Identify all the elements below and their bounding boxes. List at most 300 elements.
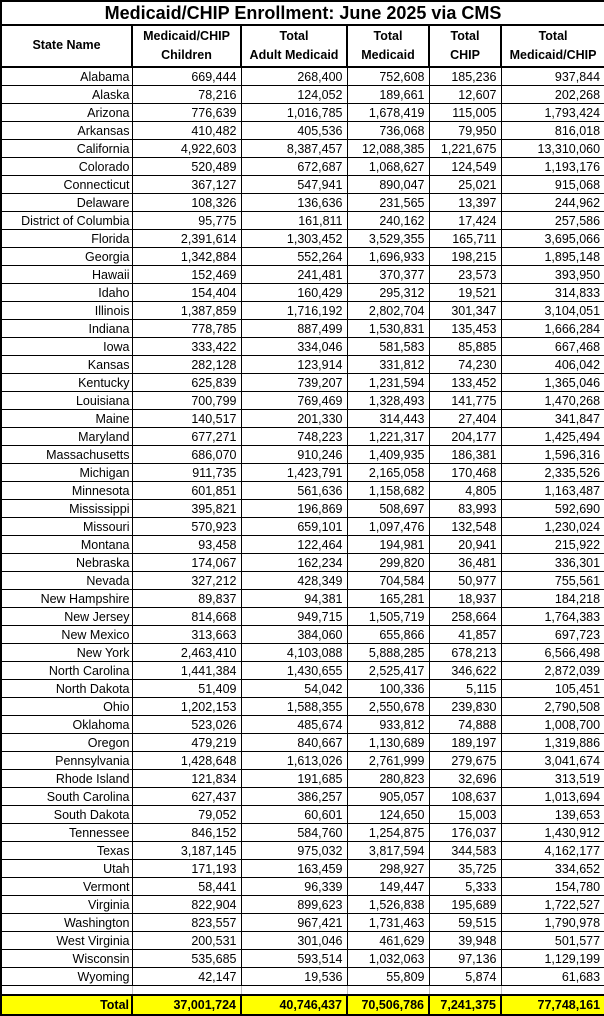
state-name-cell: North Carolina — [1, 662, 132, 680]
value-cell: 23,573 — [429, 266, 501, 284]
value-cell: 194,981 — [347, 536, 429, 554]
value-cell: 1,097,476 — [347, 518, 429, 536]
value-cell: 697,723 — [501, 626, 604, 644]
spacer-row — [1, 986, 604, 996]
spacer-cell — [347, 986, 429, 996]
value-cell: 686,070 — [132, 446, 241, 464]
value-cell: 121,834 — [132, 770, 241, 788]
state-row — [1, 806, 604, 824]
value-cell: 124,549 — [429, 158, 501, 176]
spacer-cell — [241, 986, 347, 996]
value-cell: 1,428,648 — [132, 752, 241, 770]
state-row — [1, 122, 604, 140]
value-cell: 1,365,046 — [501, 374, 604, 392]
value-cell: 195,689 — [429, 896, 501, 914]
value-cell: 1,425,494 — [501, 428, 604, 446]
value-cell: 1,441,384 — [132, 662, 241, 680]
spacer-cell — [501, 986, 604, 996]
state-row — [1, 500, 604, 518]
value-cell: 36,481 — [429, 554, 501, 572]
value-cell: 570,923 — [132, 518, 241, 536]
value-cell: 1,790,978 — [501, 914, 604, 932]
value-cell: 13,397 — [429, 194, 501, 212]
state-name-cell: Louisiana — [1, 392, 132, 410]
value-cell: 257,586 — [501, 212, 604, 230]
value-cell: 2,165,058 — [347, 464, 429, 482]
value-cell: 78,216 — [132, 86, 241, 104]
value-cell: 3,817,594 — [347, 842, 429, 860]
state-row — [1, 338, 604, 356]
value-cell: 295,312 — [347, 284, 429, 302]
value-cell: 344,583 — [429, 842, 501, 860]
state-name-cell: New York — [1, 644, 132, 662]
value-cell: 1,231,594 — [347, 374, 429, 392]
value-cell: 51,409 — [132, 680, 241, 698]
value-cell: 3,695,066 — [501, 230, 604, 248]
state-name-cell: Virginia — [1, 896, 132, 914]
value-cell: 776,639 — [132, 104, 241, 122]
value-cell: 79,052 — [132, 806, 241, 824]
value-cell: 2,872,039 — [501, 662, 604, 680]
state-name-cell: South Dakota — [1, 806, 132, 824]
value-cell: 12,088,385 — [347, 140, 429, 158]
state-name-cell: West Virginia — [1, 932, 132, 950]
state-row — [1, 140, 604, 158]
value-cell: 1,678,419 — [347, 104, 429, 122]
total-value-cell: 7,241,375 — [429, 995, 501, 1015]
value-cell: 655,866 — [347, 626, 429, 644]
value-cell: 1,129,199 — [501, 950, 604, 968]
value-cell: 659,101 — [241, 518, 347, 536]
value-cell: 189,661 — [347, 86, 429, 104]
state-row — [1, 698, 604, 716]
state-name-cell: California — [1, 140, 132, 158]
value-cell: 74,230 — [429, 356, 501, 374]
state-name-cell: Washington — [1, 914, 132, 932]
state-name-cell: Wyoming — [1, 968, 132, 986]
value-cell: 165,281 — [347, 590, 429, 608]
value-cell: 139,653 — [501, 806, 604, 824]
spacer-cell — [429, 986, 501, 996]
value-cell: 677,271 — [132, 428, 241, 446]
value-cell: 160,429 — [241, 284, 347, 302]
state-name-cell: Missouri — [1, 518, 132, 536]
value-cell: 334,652 — [501, 860, 604, 878]
value-cell: 96,339 — [241, 878, 347, 896]
value-cell: 1,716,192 — [241, 302, 347, 320]
value-cell: 393,950 — [501, 266, 604, 284]
state-name-cell: Wisconsin — [1, 950, 132, 968]
state-name-cell: Vermont — [1, 878, 132, 896]
state-row — [1, 626, 604, 644]
value-cell: 152,469 — [132, 266, 241, 284]
value-cell: 124,650 — [347, 806, 429, 824]
value-cell: 1,008,700 — [501, 716, 604, 734]
state-row — [1, 752, 604, 770]
value-cell: 1,409,935 — [347, 446, 429, 464]
value-cell: 911,735 — [132, 464, 241, 482]
state-name-cell: New Mexico — [1, 626, 132, 644]
state-row — [1, 104, 604, 122]
value-cell: 299,820 — [347, 554, 429, 572]
value-cell: 60,601 — [241, 806, 347, 824]
state-row — [1, 67, 604, 86]
value-cell: 1,430,912 — [501, 824, 604, 842]
value-cell: 154,404 — [132, 284, 241, 302]
value-cell: 937,844 — [501, 67, 604, 86]
value-cell: 584,760 — [241, 824, 347, 842]
value-cell: 501,577 — [501, 932, 604, 950]
value-cell: 50,977 — [429, 572, 501, 590]
value-cell: 336,301 — [501, 554, 604, 572]
value-cell: 198,215 — [429, 248, 501, 266]
value-cell: 520,489 — [132, 158, 241, 176]
value-cell: 85,885 — [429, 338, 501, 356]
value-cell: 1,430,655 — [241, 662, 347, 680]
value-cell: 4,805 — [429, 482, 501, 500]
value-cell: 910,246 — [241, 446, 347, 464]
value-cell: 331,812 — [347, 356, 429, 374]
value-cell: 405,536 — [241, 122, 347, 140]
state-name-cell: Nevada — [1, 572, 132, 590]
value-cell: 27,404 — [429, 410, 501, 428]
value-cell: 1,068,627 — [347, 158, 429, 176]
value-cell: 1,342,884 — [132, 248, 241, 266]
state-name-cell: Minnesota — [1, 482, 132, 500]
value-cell: 561,636 — [241, 482, 347, 500]
state-row — [1, 608, 604, 626]
value-cell: 3,104,051 — [501, 302, 604, 320]
state-row — [1, 770, 604, 788]
state-row — [1, 536, 604, 554]
state-name-cell: New Hampshire — [1, 590, 132, 608]
value-cell: 12,607 — [429, 86, 501, 104]
value-cell: 93,458 — [132, 536, 241, 554]
value-cell: 4,162,177 — [501, 842, 604, 860]
value-cell: 163,459 — [241, 860, 347, 878]
value-cell: 241,481 — [241, 266, 347, 284]
value-cell: 39,948 — [429, 932, 501, 950]
value-cell: 171,193 — [132, 860, 241, 878]
column-header-children: Medicaid/CHIP Children — [132, 25, 241, 67]
state-row — [1, 428, 604, 446]
value-cell: 2,391,614 — [132, 230, 241, 248]
value-cell: 890,047 — [347, 176, 429, 194]
value-cell: 547,941 — [241, 176, 347, 194]
value-cell: 949,715 — [241, 608, 347, 626]
value-cell: 196,869 — [241, 500, 347, 518]
value-cell: 133,452 — [429, 374, 501, 392]
state-name-cell: Kansas — [1, 356, 132, 374]
state-name-cell: Hawaii — [1, 266, 132, 284]
state-row — [1, 374, 604, 392]
value-cell: 1,423,791 — [241, 464, 347, 482]
value-cell: 627,437 — [132, 788, 241, 806]
value-cell: 1,793,424 — [501, 104, 604, 122]
value-cell: 1,470,268 — [501, 392, 604, 410]
state-name-cell: Iowa — [1, 338, 132, 356]
value-cell: 2,335,526 — [501, 464, 604, 482]
value-cell: 5,888,285 — [347, 644, 429, 662]
value-cell: 108,326 — [132, 194, 241, 212]
value-cell: 1,254,875 — [347, 824, 429, 842]
value-cell: 280,823 — [347, 770, 429, 788]
value-cell: 814,668 — [132, 608, 241, 626]
value-cell: 592,690 — [501, 500, 604, 518]
state-name-cell: Rhode Island — [1, 770, 132, 788]
value-cell: 1,202,153 — [132, 698, 241, 716]
title-row — [1, 1, 604, 25]
state-row — [1, 356, 604, 374]
column-header-combined: Total Medicaid/CHIP — [501, 25, 604, 67]
state-name-cell: Mississippi — [1, 500, 132, 518]
column-header-chip: Total CHIP — [429, 25, 501, 67]
value-cell: 678,213 — [429, 644, 501, 662]
state-row — [1, 212, 604, 230]
total-value-cell: 37,001,724 — [132, 995, 241, 1015]
value-cell: 58,441 — [132, 878, 241, 896]
state-row — [1, 842, 604, 860]
value-cell: 334,046 — [241, 338, 347, 356]
value-cell: 154,780 — [501, 878, 604, 896]
value-cell: 32,696 — [429, 770, 501, 788]
value-cell: 135,453 — [429, 320, 501, 338]
value-cell: 4,922,603 — [132, 140, 241, 158]
header-row — [1, 25, 604, 67]
state-row — [1, 734, 604, 752]
value-cell: 769,469 — [241, 392, 347, 410]
value-cell: 3,041,674 — [501, 752, 604, 770]
value-cell: 268,400 — [241, 67, 347, 86]
value-cell: 161,811 — [241, 212, 347, 230]
value-cell: 395,821 — [132, 500, 241, 518]
value-cell: 162,234 — [241, 554, 347, 572]
value-cell: 141,775 — [429, 392, 501, 410]
value-cell: 1,764,383 — [501, 608, 604, 626]
page-title: Medicaid/CHIP Enrollment: June 2025 via CMS — [1, 1, 604, 25]
total-value-cell: 40,746,437 — [241, 995, 347, 1015]
value-cell: 667,468 — [501, 338, 604, 356]
value-cell: 1,588,355 — [241, 698, 347, 716]
value-cell: 479,219 — [132, 734, 241, 752]
value-cell: 314,833 — [501, 284, 604, 302]
value-cell: 386,257 — [241, 788, 347, 806]
value-cell: 1,303,452 — [241, 230, 347, 248]
value-cell: 905,057 — [347, 788, 429, 806]
state-row — [1, 158, 604, 176]
state-name-cell: Illinois — [1, 302, 132, 320]
spacer-cell — [132, 986, 241, 996]
column-header-medicaid: Total Medicaid — [347, 25, 429, 67]
value-cell: 191,685 — [241, 770, 347, 788]
value-cell: 6,566,498 — [501, 644, 604, 662]
value-cell: 2,525,417 — [347, 662, 429, 680]
state-row — [1, 878, 604, 896]
value-cell: 204,177 — [429, 428, 501, 446]
state-name-cell: Idaho — [1, 284, 132, 302]
value-cell: 100,336 — [347, 680, 429, 698]
value-cell: 1,193,176 — [501, 158, 604, 176]
column-header-state: State Name — [1, 25, 132, 67]
value-cell: 367,127 — [132, 176, 241, 194]
value-cell: 601,851 — [132, 482, 241, 500]
value-cell: 301,347 — [429, 302, 501, 320]
value-cell: 313,663 — [132, 626, 241, 644]
value-cell: 122,464 — [241, 536, 347, 554]
state-row — [1, 392, 604, 410]
value-cell: 79,950 — [429, 122, 501, 140]
value-cell: 132,548 — [429, 518, 501, 536]
state-name-cell: Maine — [1, 410, 132, 428]
value-cell: 816,018 — [501, 122, 604, 140]
state-row — [1, 680, 604, 698]
state-name-cell: Connecticut — [1, 176, 132, 194]
state-row — [1, 248, 604, 266]
state-name-cell: Massachusetts — [1, 446, 132, 464]
state-name-cell: Colorado — [1, 158, 132, 176]
value-cell: 823,557 — [132, 914, 241, 932]
value-cell: 752,608 — [347, 67, 429, 86]
value-cell: 846,152 — [132, 824, 241, 842]
value-cell: 165,711 — [429, 230, 501, 248]
state-row — [1, 446, 604, 464]
state-row — [1, 950, 604, 968]
state-name-cell: Alabama — [1, 67, 132, 86]
value-cell: 136,636 — [241, 194, 347, 212]
state-name-cell: Oklahoma — [1, 716, 132, 734]
value-cell: 1,895,148 — [501, 248, 604, 266]
value-cell: 185,236 — [429, 67, 501, 86]
value-cell: 1,731,463 — [347, 914, 429, 932]
value-cell: 736,068 — [347, 122, 429, 140]
value-cell: 1,319,886 — [501, 734, 604, 752]
state-row — [1, 194, 604, 212]
value-cell: 1,013,694 — [501, 788, 604, 806]
value-cell: 840,667 — [241, 734, 347, 752]
value-cell: 1,130,689 — [347, 734, 429, 752]
state-row — [1, 266, 604, 284]
value-cell: 1,016,785 — [241, 104, 347, 122]
value-cell: 346,622 — [429, 662, 501, 680]
value-cell: 244,962 — [501, 194, 604, 212]
state-row — [1, 554, 604, 572]
value-cell: 975,032 — [241, 842, 347, 860]
value-cell: 239,830 — [429, 698, 501, 716]
value-cell: 301,046 — [241, 932, 347, 950]
value-cell: 552,264 — [241, 248, 347, 266]
state-name-cell: Montana — [1, 536, 132, 554]
value-cell: 3,529,355 — [347, 230, 429, 248]
state-row — [1, 644, 604, 662]
value-cell: 887,499 — [241, 320, 347, 338]
state-name-cell: Tennessee — [1, 824, 132, 842]
value-cell: 8,387,457 — [241, 140, 347, 158]
value-cell: 149,447 — [347, 878, 429, 896]
value-cell: 186,381 — [429, 446, 501, 464]
state-name-cell: Kentucky — [1, 374, 132, 392]
state-name-cell: Indiana — [1, 320, 132, 338]
state-name-cell: Arizona — [1, 104, 132, 122]
value-cell: 341,847 — [501, 410, 604, 428]
value-cell: 25,021 — [429, 176, 501, 194]
state-row — [1, 464, 604, 482]
value-cell: 933,812 — [347, 716, 429, 734]
value-cell: 508,697 — [347, 500, 429, 518]
value-cell: 1,505,719 — [347, 608, 429, 626]
state-name-cell: Pennsylvania — [1, 752, 132, 770]
state-row — [1, 302, 604, 320]
value-cell: 140,517 — [132, 410, 241, 428]
value-cell: 176,037 — [429, 824, 501, 842]
state-row — [1, 410, 604, 428]
value-cell: 410,482 — [132, 122, 241, 140]
value-cell: 42,147 — [132, 968, 241, 986]
value-cell: 35,725 — [429, 860, 501, 878]
value-cell: 1,596,316 — [501, 446, 604, 464]
state-name-cell: Nebraska — [1, 554, 132, 572]
value-cell: 2,463,410 — [132, 644, 241, 662]
value-cell: 184,218 — [501, 590, 604, 608]
value-cell: 55,809 — [347, 968, 429, 986]
value-cell: 61,683 — [501, 968, 604, 986]
state-name-cell: South Carolina — [1, 788, 132, 806]
value-cell: 189,197 — [429, 734, 501, 752]
state-row — [1, 716, 604, 734]
state-row — [1, 968, 604, 986]
state-row — [1, 572, 604, 590]
value-cell: 123,914 — [241, 356, 347, 374]
value-cell: 5,333 — [429, 878, 501, 896]
value-cell: 1,158,682 — [347, 482, 429, 500]
value-cell: 282,128 — [132, 356, 241, 374]
state-row — [1, 590, 604, 608]
value-cell: 2,761,999 — [347, 752, 429, 770]
value-cell: 778,785 — [132, 320, 241, 338]
value-cell: 672,687 — [241, 158, 347, 176]
value-cell: 593,514 — [241, 950, 347, 968]
value-cell: 115,005 — [429, 104, 501, 122]
value-cell: 755,561 — [501, 572, 604, 590]
value-cell: 17,424 — [429, 212, 501, 230]
value-cell: 3,187,145 — [132, 842, 241, 860]
value-cell: 915,068 — [501, 176, 604, 194]
value-cell: 200,531 — [132, 932, 241, 950]
value-cell: 170,468 — [429, 464, 501, 482]
state-row — [1, 914, 604, 932]
state-name-cell: Maryland — [1, 428, 132, 446]
value-cell: 406,042 — [501, 356, 604, 374]
value-cell: 4,103,088 — [241, 644, 347, 662]
value-cell: 523,026 — [132, 716, 241, 734]
value-cell: 1,221,675 — [429, 140, 501, 158]
value-cell: 231,565 — [347, 194, 429, 212]
total-label-cell: Total — [1, 995, 132, 1015]
state-name-cell: District of Columbia — [1, 212, 132, 230]
state-name-cell: Arkansas — [1, 122, 132, 140]
value-cell: 202,268 — [501, 86, 604, 104]
state-row — [1, 320, 604, 338]
state-row — [1, 896, 604, 914]
value-cell: 105,451 — [501, 680, 604, 698]
spacer-cell — [1, 986, 132, 996]
value-cell: 13,310,060 — [501, 140, 604, 158]
value-cell: 1,387,859 — [132, 302, 241, 320]
value-cell: 581,583 — [347, 338, 429, 356]
state-name-cell: New Jersey — [1, 608, 132, 626]
value-cell: 822,904 — [132, 896, 241, 914]
state-name-cell: North Dakota — [1, 680, 132, 698]
value-cell: 74,888 — [429, 716, 501, 734]
